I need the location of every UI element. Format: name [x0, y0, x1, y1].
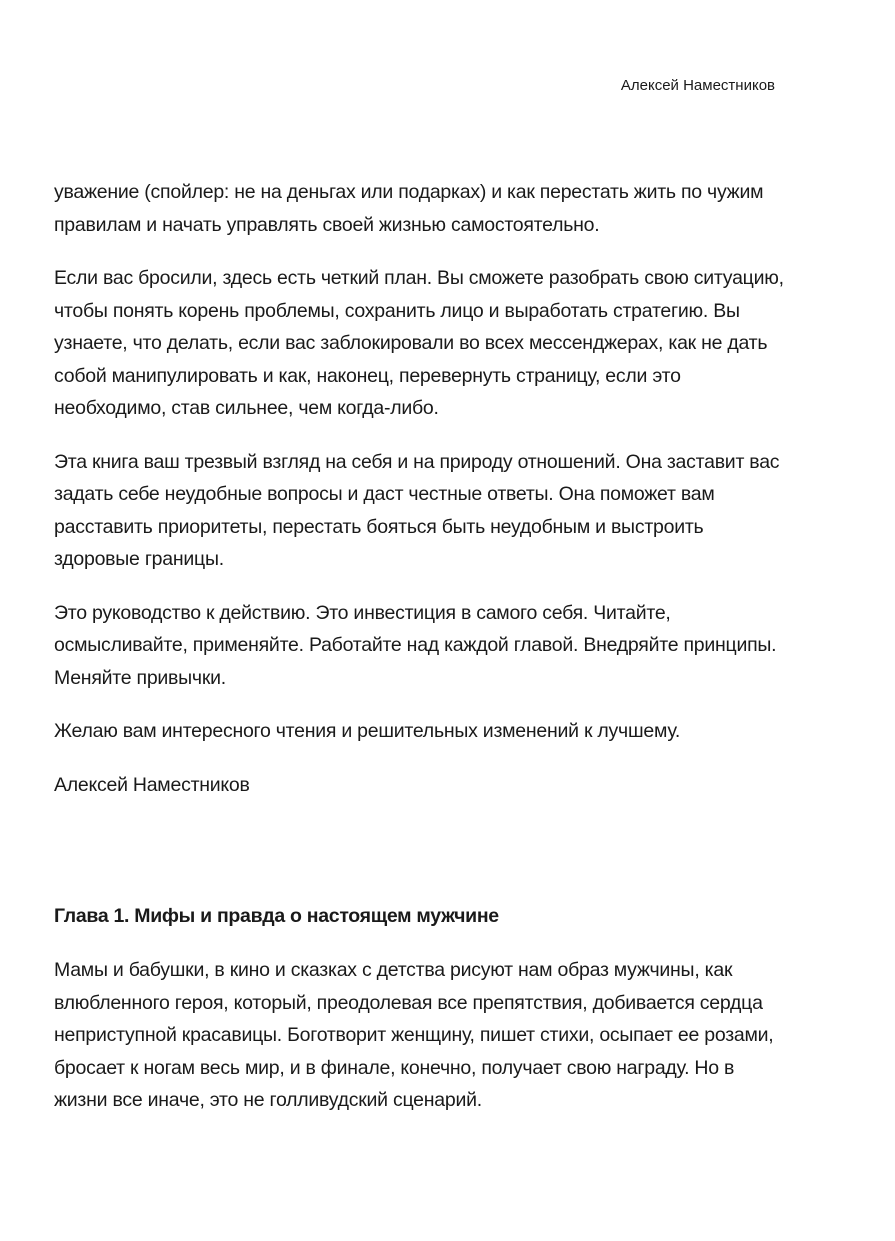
intro-paragraph-1: уважение (спойлер: не на деньгах или подарках) и как перестать жить по чужим правилам и начать управлять своей жизнью самостоятельно. [54, 181, 764, 236]
intro-section [54, 176, 789, 801]
intro-paragraph-5: Желаю вам интересного чтения и решительных изменений к лучшему. [54, 720, 681, 742]
intro-paragraph-4: Это руководство к действию. Это инвестиция в самого себя. Читайте, осмысливайте, применяйте. Работайте над каждой главой. Внедряйте принципы. Меняйте привычки. [54, 601, 777, 689]
intro-paragraph-2: Если вас бросили, здесь есть четкий план. Вы сможете разобрать свою ситуацию, чтобы понять корень проблемы, сохранить лицо и выработать стратегию. Вы узнаете, что делать, если вас заблокировали во всех мессенджерах, как не дать собой манипулировать и как, наконец, перевернуть страницу, если это необходимо, став сильнее, чем когда-либо. [54, 267, 784, 419]
intro-paragraph-3: Эта книга ваш трезвый взгляд на себя и на природу отношений. Она заставит вас задать себе неудобные вопросы и даст честные ответы. Она поможет вам расставить приоритеты, перестать бояться быть неудобным и выстроить здоровые границы. [54, 450, 780, 570]
chapter-title: Глава 1. Мифы и правда о настоящем мужчине [54, 905, 499, 927]
chapter-1-section [54, 900, 789, 1138]
running-header-author: Алексей Наместников [620, 77, 775, 94]
chapter-paragraph-1: Мамы и бабушки, в кино и сказках с детства рисуют нам образ мужчины, как влюбленного героя, который, преодолевая все препятствия, добивается сердца неприступной красавицы. Боготворит женщину, пишет стихи, осыпает ее розами, бросает к ногам весь мир, и в финале, конечно, получает свою награду. Но в жизни все иначе, это не голливудский сценарий. [54, 959, 774, 1111]
author-signature: Алексей Наместников [54, 773, 250, 796]
